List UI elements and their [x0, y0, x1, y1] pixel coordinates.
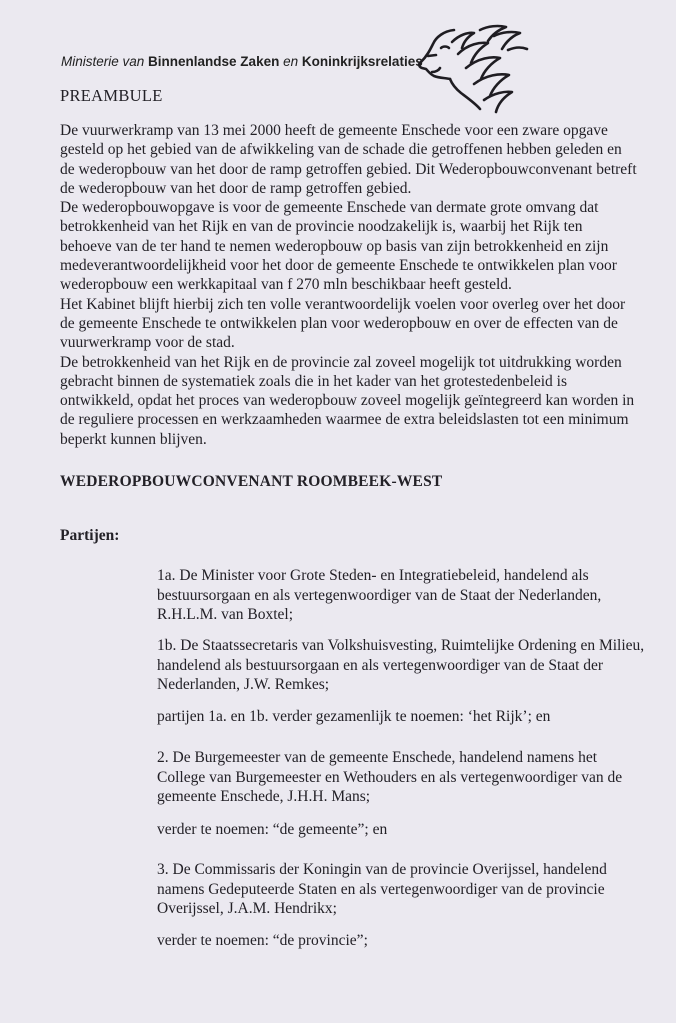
ministry-prefix: Ministerie van — [61, 54, 145, 69]
ministry-header — [61, 54, 423, 69]
preamble-paragraph-3: Het Kabinet blijft hierbij zich ten volle verantwoordelijk voelen voor overleg over het door de gemeente Enschede te ontwikkelen plan voor wederopbouw en over de effecten van de vuurwerkramp voor de stad. — [60, 295, 626, 352]
gemeente-note: verder te noemen: “de gemeente”; en — [157, 821, 388, 838]
preamble-body — [60, 121, 638, 449]
party-1b: 1b. De Staatssecretaris van Volkshuisvesting, Ruimtelijke Ordening en Milieu, handelend als bestuursorgaan en als vertegenwoordiger van de Staat der Nederlanden, J.W. Remkes; — [157, 637, 645, 694]
party-2: 2. De Burgemeester van de gemeente Enschede, handelend namens het College van Burgemeester en Wethouders en als vertegenwoordiger van de gemeente Enschede, J.H.H. Mans; — [157, 749, 623, 806]
parties-label: Partijen: — [60, 527, 120, 544]
preamble-paragraph-2: De wederopbouwopgave is voor de gemeente Enschede van dermate grote omvang dat betrokkenheid van het Rijk en van de provincie noodzakelijk is, waarbij het Rijk ten behoeve van de ter hand te nemen wederopbouw op basis van zijn betrokkenheid en zijn medeverantwoordelijkheid voor het door de gemeente Enschede te ontwikkelen plan voor wederopbouw een werkkapitaal van f 270 mln beschikbaar heeft gesteld. — [60, 199, 617, 294]
provincie-note: verder te noemen: “de provincie”; — [157, 932, 368, 949]
ministry-conj: en — [283, 54, 299, 69]
party-1a: 1a. De Minister voor Grote Steden- en Integratiebeleid, handelend als bestuursorgaan en als vertegenwoordiger van de Staat der Nederlanden, R.H.L.M. van Boxtel; — [157, 567, 602, 624]
covenant-title: WEDEROPBOUWCONVENANT ROOMBEEK-WEST — [60, 473, 443, 490]
parties-rijk-note: partijen 1a. en 1b. verder gezamenlijk te noemen: ‘het Rijk’; en — [157, 708, 551, 725]
preamble-paragraph-1: De vuurwerkramp van 13 mei 2000 heeft de gemeente Enschede voor een zware opgave gesteld op het gebied van de afwikkeling van de schade die getroffenen hebben geleden en de wederopbouw van het door de ramp getroffen gebied. Dit Wederopbouwconvenant betreft de wederopbouw van het door de ramp getroffen gebied. — [60, 122, 637, 197]
ministry-name-1: Binnenlandse Zaken — [148, 54, 280, 69]
preamble-title: PREAMBULE — [60, 86, 163, 105]
preamble-paragraph-4: De betrokkenheid van het Rijk en de provincie zal zoveel mogelijk tot uitdrukking worden gebracht binnen de systematiek zoals die in het kader van het grotestedenbeleid is ontwikkeld, opdat het proces van wederopbouw zoveel mogelijk geïntegreerd kan worden in de reguliere processen en werkzaamheden waarmee de extra beleidslasten tot een minimum beperkt kunnen blijven. — [60, 353, 635, 448]
lion-logo-icon — [414, 22, 532, 122]
ministry-name-2: Koninkrijksrelaties — [301, 54, 423, 69]
party-3: 3. De Commissaris der Koningin van de provincie Overijssel, handelend namens Gedeputeerde Staten en als vertegenwoordiger van de provincie Overijssel, J.A.M. Hendrikx; — [157, 861, 607, 918]
